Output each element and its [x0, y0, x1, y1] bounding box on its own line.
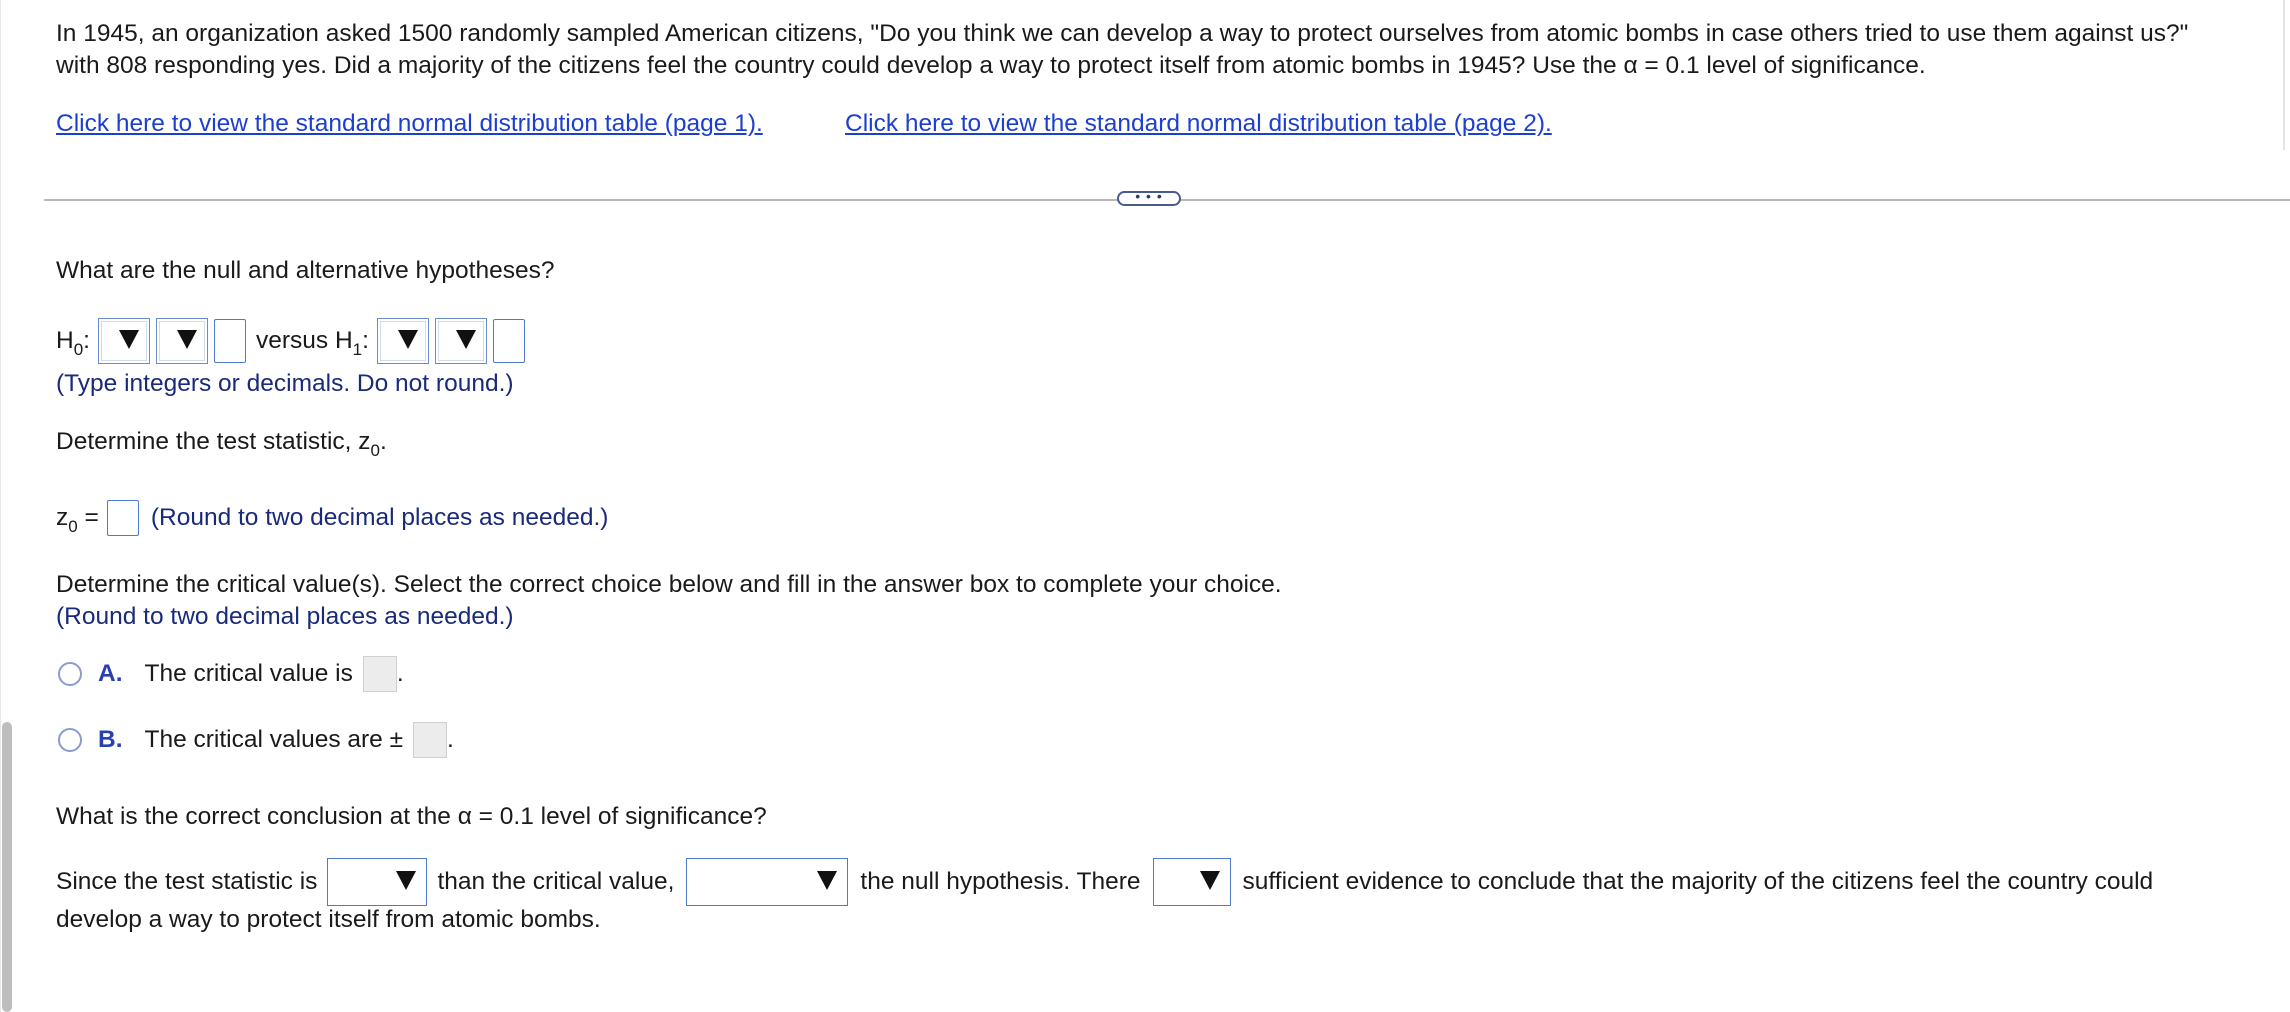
- scrollbar-thumb[interactable]: [2, 722, 12, 1012]
- chevron-down-icon: [1200, 871, 1220, 890]
- comparison-dropdown[interactable]: [327, 858, 427, 906]
- choice-a-input[interactable]: [363, 656, 397, 692]
- hypotheses-question: What are the null and alternative hypotheses?: [56, 257, 555, 284]
- conclusion-part3: the null hypothesis. There: [860, 868, 1141, 895]
- chevron-down-icon: [398, 330, 418, 349]
- chevron-down-icon: [456, 330, 476, 349]
- choice-a-period: .: [396, 660, 404, 687]
- more-options-button[interactable]: • • •: [1117, 191, 1181, 206]
- chevron-down-icon: [119, 330, 139, 349]
- hypotheses-row: [56, 318, 525, 364]
- normal-table-page1-link[interactable]: Click here to view the standard normal distribution table (page 1).: [56, 110, 763, 137]
- chevron-down-icon: [177, 330, 197, 349]
- choice-a-radio[interactable]: [58, 662, 82, 686]
- conclusion-part4: sufficient evidence to conclude that the majority of the citizens feel the country could: [1242, 868, 2154, 895]
- conclusion-line2: develop a way to protect itself from atomic bombs.: [56, 906, 601, 933]
- right-scrollbar-edge: [2283, 0, 2285, 150]
- choice-a-text: The critical value is: [144, 660, 353, 687]
- choice-a-letter: A.: [98, 660, 123, 687]
- z0-hint: (Round to two decimal places as needed.): [150, 504, 609, 531]
- test-statistic-question: Determine the test statistic, $z_0$.: [56, 428, 387, 460]
- conclusion-question: What is the correct conclusion at the α = 0.1 level of significance?: [56, 803, 767, 830]
- test-statistic-row: [56, 500, 608, 536]
- h0-operator-dropdown[interactable]: [156, 318, 208, 364]
- conclusion-part2: than the critical value,: [437, 868, 675, 895]
- z0-input[interactable]: [107, 500, 139, 536]
- hypotheses-hint: (Type integers or decimals. Do not round.): [56, 370, 514, 397]
- h0-parameter-dropdown[interactable]: [98, 318, 150, 364]
- evidence-dropdown[interactable]: [1153, 858, 1231, 906]
- chevron-down-icon: [817, 871, 837, 890]
- conclusion-sentence: [56, 858, 2153, 906]
- choice-b-letter: B.: [98, 726, 123, 753]
- decision-dropdown[interactable]: [686, 858, 848, 906]
- h1-parameter-dropdown[interactable]: [377, 318, 429, 364]
- problem-statement: In 1945, an organization asked 1500 randomly sampled American citizens, "Do you think we can develop a way to protect ourselves from atomic bombs in case others tried to use them against us?" with 808 responding yes. Did a majority of the citizens feel the country could develop a way to protect itself from atomic bombs in 1945? Use the α = 0.1 level of significance.: [56, 20, 2189, 79]
- chevron-down-icon: [396, 871, 416, 890]
- choice-b-period: .: [447, 726, 454, 753]
- choice-b-radio[interactable]: [58, 728, 82, 752]
- choice-b-text: The critical values are ±: [144, 726, 404, 753]
- critical-value-question: Determine the critical value(s). Select the correct choice below and fill in the answer box to complete your choice.: [56, 571, 1282, 598]
- conclusion-part1: Since the test statistic is: [56, 868, 318, 895]
- choice-b[interactable]: [58, 722, 454, 758]
- normal-table-page2-link[interactable]: Click here to view the standard normal distribution table (page 2).: [845, 110, 1552, 137]
- choice-b-input[interactable]: [413, 722, 447, 758]
- h1-label: versus $H_1$:: [255, 327, 369, 359]
- h1-operator-dropdown[interactable]: [435, 318, 487, 364]
- h1-value-input[interactable]: [493, 319, 525, 363]
- z0-label: $z_0$ =: [56, 504, 99, 536]
- critical-value-hint: (Round to two decimal places as needed.): [56, 603, 514, 630]
- choice-a[interactable]: [58, 656, 404, 692]
- h0-label: $H_0$:: [56, 327, 90, 359]
- h0-value-input[interactable]: [214, 319, 246, 363]
